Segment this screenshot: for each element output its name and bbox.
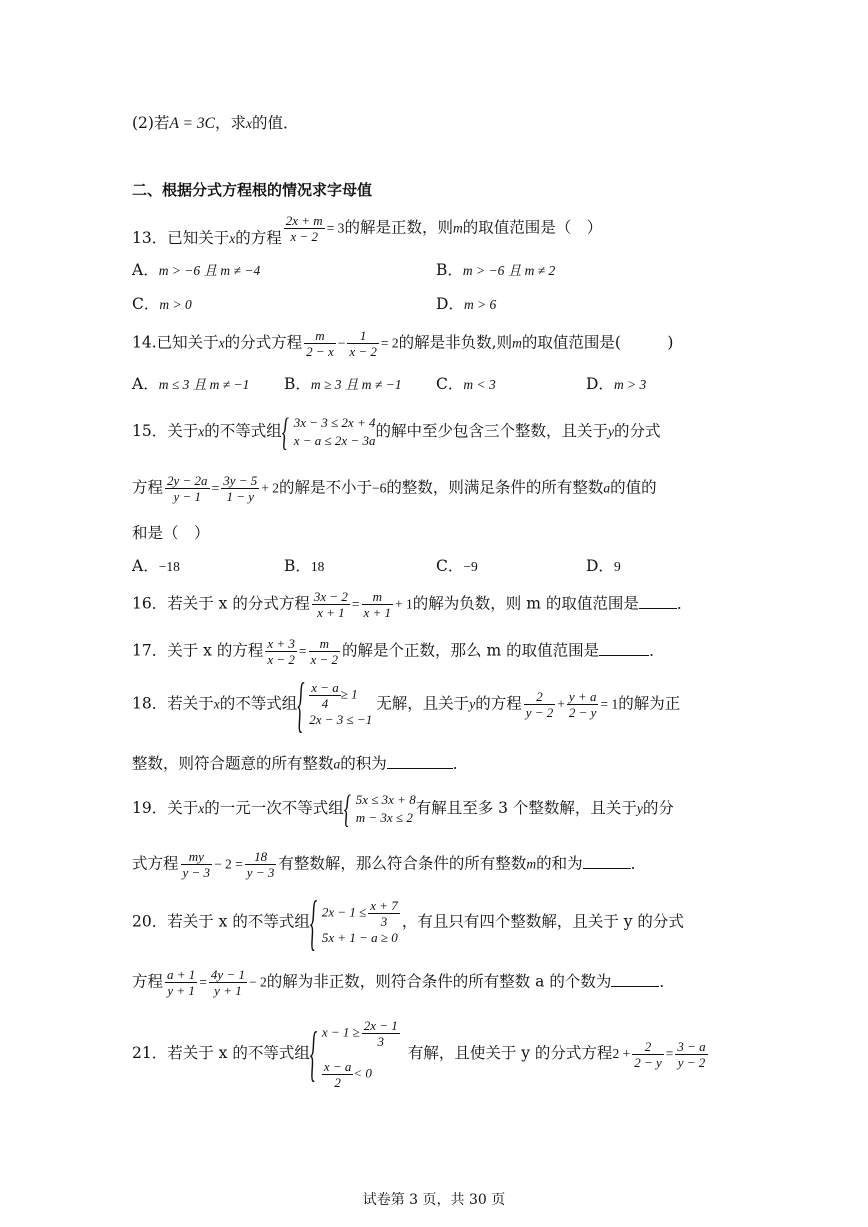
q19-f1-num: my [181,849,213,865]
q15-option-b-text: 18 [310,559,325,574]
q13-option-d [436,297,496,313]
q18-stem-e: 的解为正 [618,694,681,713]
q20-end: ． [659,972,675,991]
q14-option-c-label: C． [436,375,464,393]
q13-fraction [284,213,325,244]
q21-inequality-system [310,1018,402,1090]
q15-neg6: −6 [372,480,387,496]
q15-fraction-2 [221,473,259,504]
q21-stem [132,1018,710,1090]
q21-stem-b: 有解，且使关于 y 的分式方程 [407,1044,613,1062]
q20-sys-2: 5x + 1 − a ≥ 0 [321,930,398,945]
q20-line2-a: 方程 [132,972,164,991]
q15-var-y: y [608,424,614,439]
q20-eq: = [199,974,207,990]
q21-f2-den: y − 2 [677,1054,706,1070]
q19-stem-d: 的分 [642,799,674,817]
q19-fraction-1 [181,849,213,880]
q15-f2-den: 1 − y [226,489,254,504]
q19-end: ． [630,854,647,873]
q20-f1-den: y + 1 [167,983,195,998]
q20-f2-den: y + 1 [214,983,242,998]
q12-part2-lead: (2)若 [132,114,170,132]
q13-option-d-label: D． [436,295,464,313]
q14-fraction-2 [347,328,379,359]
q14-stem-d: 的取值范围是( ) [521,333,674,352]
q16-fraction-1 [312,589,350,620]
q14-option-b-text: m ≥ 3 且 m ≠ −1 [310,377,402,392]
q14-option-c [436,377,496,393]
q17-f2-den: x − 2 [310,652,339,667]
q18-stem-b: 的不等式组 [219,694,298,713]
q21-f1-num: 2 [632,1039,664,1055]
q18-line2-b: 的积为 [340,754,387,773]
q14-var-m: m [512,335,522,351]
q18-f2-den: 2 − y [568,705,597,720]
q13-stem-a: 13．已知关于 [132,228,230,247]
q20-stem-line2 [132,967,675,998]
q14-option-a [132,377,249,393]
q19-f1-den: y − 3 [182,865,211,880]
q15-line2-c: 的整数，则满足条件的所有整数 [386,478,604,497]
q16-answer-blank[interactable] [639,592,677,609]
q18-f2-num: y + a [568,689,597,704]
q20-answer-blank[interactable] [611,970,659,987]
q18-sys-1-fraction [309,680,341,711]
q15-option-d [586,559,621,575]
q19-line2-b: 有整数解，那么符合条件的所有整数 [278,854,527,873]
q21-fraction-1 [632,1039,664,1070]
q17-fraction-2 [309,636,341,667]
q21-stem-a: 21．若关于 x 的不等式组 [132,1044,310,1062]
q20-f1-num: a + 1 [167,967,196,982]
q19-inequality-system [344,791,416,827]
q15-option-b [284,559,324,575]
q15-f2-num: 3y − 5 [223,473,258,488]
q15-f1-num: 2y − 2a [167,473,208,488]
q19-sys-2: m − 3x ≤ 2 [355,810,413,825]
q13-option-b-label: B． [436,261,463,279]
q18-sys-1-rel: ≥ 1 [340,686,358,702]
q20-stem-line1 [132,898,684,947]
q17-end: ． [649,641,665,660]
q14-f2-den: x − 2 [349,344,377,359]
q15-stem-c: 的解中至少包含三个整数，且关于 [375,422,608,440]
q12-part2-condition: A = 3C [169,115,215,132]
q18-sys-2: 2x − 3 ≤ −1 [309,712,373,727]
q14-option-d-text: m > 3 [613,377,647,392]
q21-sys-row1 [322,1018,402,1049]
section-two-title: 二、根据分式方程根的情况求字母值 [132,181,373,199]
q15-option-c-text: −9 [463,559,478,574]
q14-option-b [284,377,402,393]
q13-option-b-text: m > −6 且 m ≠ 2 [462,263,556,278]
q21-sys-row2 [322,1059,402,1090]
q20-sys-1-num: x + 7 [370,898,398,913]
q21-sys-2-den: 2 [334,1075,341,1090]
q18-sys-1-num: { x − a [311,680,339,695]
q18-stem-d: 的方程 [475,694,522,713]
q17-stem-a: 17．关于 x 的方程 [132,641,264,660]
q21-f2-num: 3 − a [677,1038,706,1054]
q18-f1-num: 2 [524,689,556,705]
q19-minus2: − 2 = [214,856,243,872]
q12-part2-line [132,116,299,132]
q12-part2-var: x [245,116,252,131]
q15-line2-d: 的值的 [610,478,657,497]
q18-var-y: y [469,696,476,712]
q15-option-d-text: 9 [613,559,621,574]
q15-stem-line3: 和是（ ） [132,524,210,542]
q15-option-d-label: D． [586,557,614,575]
q13-option-c-label: C． [132,295,160,313]
q20-fraction-2 [209,967,247,998]
q16-stem-b: 的解为负数，则 m 的取值范围是 [412,594,639,613]
q13-option-c [132,297,192,313]
q15-stem-a: 15．关于 [132,422,199,440]
q14-stem-a: 14.已知关于 [132,333,219,352]
q15-option-a-label: A． [132,557,159,575]
q15-inequality-system [282,414,376,450]
q17-f2-num: m [309,636,341,652]
q15-line2-a: 方程 [132,478,164,497]
q16-fraction-2 [362,589,394,620]
q21-sys-2-rel: < 0 [353,1065,372,1081]
q17-eq: = [298,643,307,659]
q15-var-a: a [603,480,611,496]
page-footer: 试卷第 3 页，共 30 页 [362,1192,506,1208]
q13-stem [132,213,603,247]
q18-inequality-system [297,680,372,729]
q16-stem [132,589,692,620]
q19-stem-a: 19．关于 [132,799,199,817]
q19-stem-c: 有解且至多 3 个整数解，且关于 [415,799,637,817]
q19-answer-blank[interactable] [583,852,631,869]
q16-f1-num: 3x − 2 [313,589,348,604]
q15-option-c [436,559,478,575]
q15-option-a [132,559,180,575]
q15-stem-d: 的分式 [614,422,661,440]
q16-eq: = [351,596,360,612]
q20-f2-num: 4y − 1 [210,967,245,982]
q14-option-d [586,377,646,393]
q18-end: ． [452,754,469,773]
q15-sys-1: { 3x − 3 ≤ 2x + 4 [293,415,376,430]
q15-option-a-text: −18 [158,559,180,574]
q20-minus2: − 2 [248,974,267,990]
q21-sys-2-num: x − a [323,1059,352,1074]
q14-var-x: x [218,335,225,351]
q14-stem-b: 的分式方程 [224,333,303,352]
q18-sys-row1 [309,680,372,711]
q20-sys-1-fraction [368,898,400,929]
q14-option-a-text: m ≤ 3 且 m ≠ −1 [158,377,250,392]
q14-option-c-text: m < 3 [463,377,496,392]
q14-stem-c: 的解是非负数,则 [398,333,513,352]
q13-eq: = 3 [326,220,345,236]
q15-plus2: + 2 [261,480,279,496]
q20-sys-1-den: 3 [380,914,388,929]
q16-stem-a: 16．若关于 x 的分式方程 [132,594,310,613]
q16-end: ． [676,594,693,613]
q15-f1-den: y − 1 [173,489,202,504]
q17-fraction-1 [265,636,297,667]
q15-option-c-label: C． [436,557,464,575]
q20-fraction-1 [165,967,197,998]
q14-f1-den: 2 − x [306,344,334,359]
q19-stem-line2 [132,849,646,880]
q16-f1-den: x + 1 [317,605,345,620]
q14-option-b-label: B． [284,375,311,393]
q13-frac-den: x − 2 [290,229,318,244]
q15-line2-b: 的解是不小于 [278,478,372,497]
q19-line2-c: 的和为 [536,854,583,873]
q21-f1-den: 2 − y [634,1054,662,1070]
q14-eq: = 2 [380,335,399,351]
q13-stem-c: 的解是正数，则 [344,218,453,237]
q18-line2-a: 整数，则符合题意的所有整数 [132,754,334,773]
q19-f2-num: 18 [245,849,277,865]
q20-stem-b: ，有且只有四个整数解，且关于 y 的分式 [401,912,684,931]
q15-stem-b: 的不等式组 [204,422,282,440]
q21-sys-1-lhs: x − 1 ≥ [321,1024,360,1040]
q21-sys-1-den: 3 [377,1034,385,1049]
q16-f2-num: m [362,589,394,605]
q19-var-x: x [198,801,205,816]
q13-option-a [132,263,260,279]
q13-var-m: m [452,220,463,236]
q20-stem-a: 20．若关于 x 的不等式组 [132,912,310,931]
q14-f1-num: m [304,328,336,344]
q15-var-x: x [198,424,205,439]
q20-sys-1-lhs: 2x − 1 ≤ [321,904,367,920]
q21-lhs: 2 + [612,1046,631,1061]
q15-sys-2: x − a ≤ 2x − 3a [293,433,376,448]
q13-option-b [436,263,555,279]
q15-eq: = [211,480,220,496]
q12-part2-mid: ，求 [214,114,246,132]
q18-sys-1-den: 4 [321,696,329,711]
q13-option-d-text: m > 6 [463,297,497,312]
q18-fraction-2 [567,689,599,720]
q19-var-y: y [636,801,643,816]
q14-option-a-label: A． [132,375,159,393]
q13-option-c-text: m > 0 [159,297,192,312]
q18-stem-c: 无解，且关于 [376,694,470,713]
q21-sys-1-num: 2x − 1 [363,1018,398,1033]
q14-option-d-label: D． [586,375,614,393]
q13-stem-d: 的取值范围是（ ） [462,218,603,237]
q20-sys-row1 [322,898,402,929]
q13-option-a-text: m > −6 且 m ≠ −4 [158,263,261,278]
q18-eq1: = 1 [600,696,619,712]
q18-stem-line2 [132,752,468,772]
q17-f1-den: x − 2 [267,652,295,667]
q13-var-x: x [229,230,236,246]
q14-f2-num: 1 [347,328,379,344]
q19-line2-a: 式方程 [132,854,179,873]
q13-option-a-label: A． [132,261,159,279]
q18-f1-den: y − 2 [525,705,554,720]
q18-answer-blank[interactable] [387,752,453,769]
q15-stem-line1 [132,414,661,450]
q15-option-b-label: B． [284,557,311,575]
q17-stem-b: 的解是个正数，那么 m 的取值范围是 [342,641,600,660]
q19-fraction-2 [245,849,277,880]
q14-minus: − [337,335,346,351]
q20-inequality-system [310,898,402,947]
q18-var-a: a [333,756,341,772]
q20-line2-b: 的解为非正数，则符合条件的所有整数 a 的个数为 [266,972,612,991]
q16-plus1: + 1 [395,596,413,612]
q14-fraction-1 [304,328,336,359]
q18-plus: + [557,696,565,712]
q14-stem [132,328,673,359]
q12-part2-tail: 的值． [251,114,299,132]
q19-sys-1: { 5x ≤ 3x + 8 [355,792,416,807]
q21-sys-2-fraction [322,1059,354,1090]
q19-stem-b: 的一元一次不等式组 [204,799,344,817]
q18-var-x: x [213,696,220,712]
q18-stem-a: 18．若关于 [132,694,214,713]
q21-sys-1-fraction [362,1018,400,1049]
q13-frac-num: 2x + m [285,213,323,228]
q17-stem [132,636,665,667]
q15-fraction-1 [165,473,210,504]
q18-fraction-1 [524,689,556,720]
q17-answer-blank[interactable] [599,639,649,656]
q13-stem-b: 的方程 [235,228,282,247]
q19-f2-den: y − 3 [246,865,275,880]
q21-eq: = [665,1046,674,1061]
q19-stem-line1 [132,791,674,827]
q18-stem-line1 [132,680,680,729]
q19-var-m: m [526,856,537,872]
q21-fraction-2 [675,1039,707,1070]
q17-f1-num: x + 3 [267,636,295,651]
q16-f2-den: x + 1 [363,605,392,620]
q15-stem-line2 [132,473,657,504]
